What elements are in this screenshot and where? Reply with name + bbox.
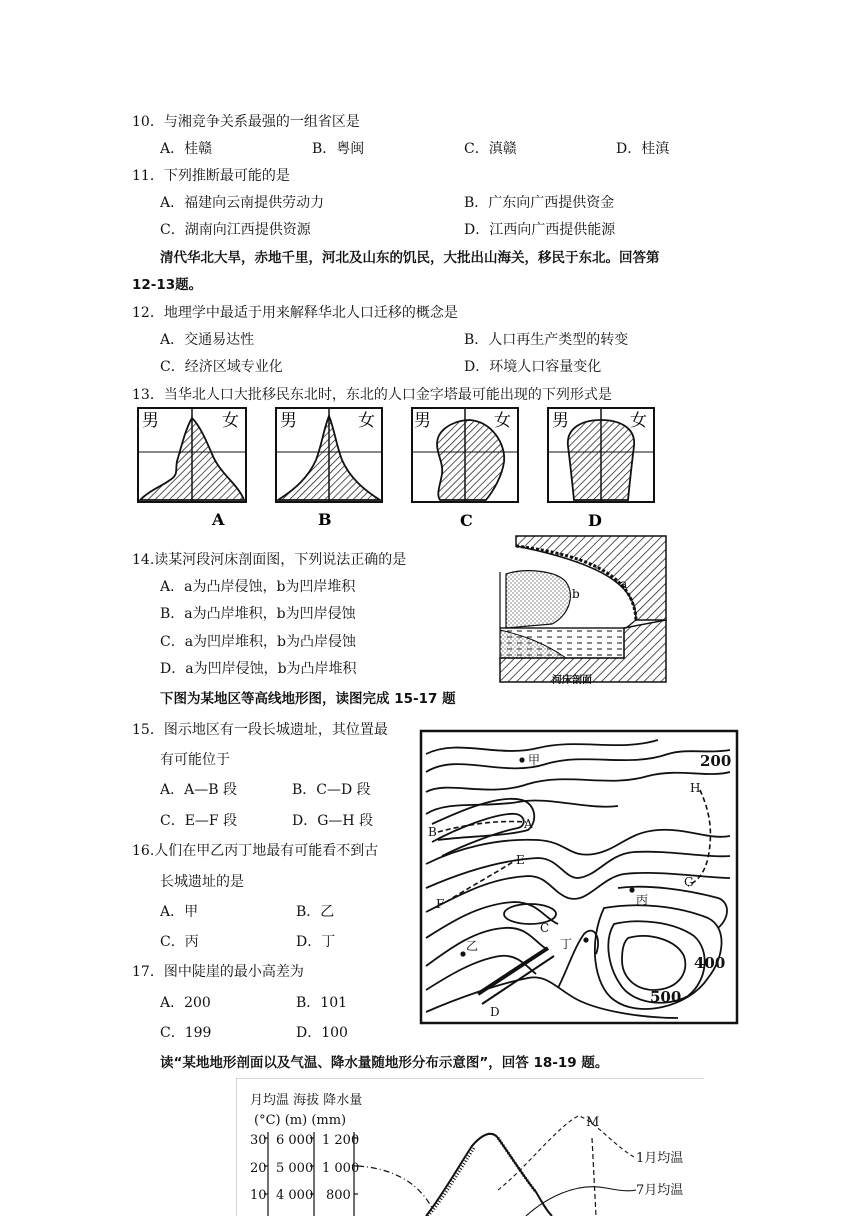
profile-temp-30: 30 (250, 1133, 267, 1148)
pyramid-d-female: 女 (630, 411, 647, 431)
contour-E: E (516, 853, 525, 867)
q15-option-b: B．C—D 段 (292, 782, 371, 798)
terrain-profile-figure (236, 1078, 704, 1216)
contour-bing: 丙 (636, 893, 649, 907)
population-pyramids-figure (130, 404, 670, 532)
contour-500: 500 (650, 988, 682, 1006)
q12-option-b: B．人口再生产类型的转变 (464, 332, 629, 348)
passage-1-line-2: 12-13题。 (132, 277, 203, 293)
contour-F: F (436, 897, 445, 911)
profile-alt-4000: 4 000 (276, 1188, 314, 1203)
profile-temp-10: 10 (250, 1188, 267, 1203)
q11-option-b: B．广东向广西提供资金 (464, 195, 615, 211)
q17-option-c: C．199 (160, 1025, 212, 1041)
q15-stem-line-2: 有可能位于 (160, 752, 230, 768)
q16-option-a: A．甲 (160, 904, 199, 920)
q17-stem: 17．图中陡崖的最小高差为 (132, 964, 304, 980)
pyramid-c-female: 女 (494, 411, 511, 431)
pyramid-a-male: 男 (142, 411, 159, 431)
pyramid-b (276, 408, 382, 529)
riverbed-caption: 河床剖面 (552, 675, 592, 686)
profile-head-2: (°C) (m) (mm) (254, 1113, 347, 1128)
q15-option-a: A．A—B 段 (160, 782, 237, 798)
q14-option-d: D．a为凹岸侵蚀，b为凸岸堆积 (160, 661, 357, 677)
q16-option-d: D．丁 (296, 934, 336, 950)
pyramid-a-female: 女 (222, 411, 239, 431)
q11-option-d: D．江西向广西提供能源 (464, 222, 616, 238)
riverbed-label-a: a (620, 577, 628, 591)
q16-stem-line-1: 16.人们在甲乙丙丁地最有可能看不到古 (132, 843, 379, 859)
pyramid-d-male: 男 (552, 411, 569, 431)
pyramid-d-label: D (588, 511, 602, 530)
contour-H: H (690, 781, 701, 795)
pyramid-d (548, 408, 654, 530)
q17-option-a: A．200 (160, 995, 211, 1011)
q11-stem: 11．下列推断最可能的是 (132, 168, 290, 184)
pyramid-c (412, 408, 518, 530)
contour-map-figure (418, 728, 740, 1026)
q12-option-a: A．交通易达性 (160, 332, 255, 348)
contour-jia: 甲 (528, 753, 541, 767)
q16-stem-line-2: 长城遗址的是 (160, 874, 244, 890)
q14-option-a: A．a为凸岸侵蚀，b为凹岸堆积 (160, 579, 356, 595)
pyramid-b-label: B (318, 510, 332, 529)
contour-C: C (540, 921, 550, 935)
q14-option-b: B．a为凸岸堆积，b为凹岸侵蚀 (160, 606, 356, 622)
passage-3: 读“某地地形剖面以及气温、降水量随地形分布示意图”，回答 18-19 题。 (160, 1055, 609, 1071)
contour-400: 400 (694, 954, 726, 972)
riverbed-section-figure (496, 532, 672, 690)
q12-option-c: C．经济区域专业化 (160, 359, 283, 375)
profile-temp-20: 20 (250, 1161, 267, 1176)
contour-200: 200 (700, 752, 732, 770)
q17-option-d: D．100 (296, 1025, 348, 1041)
pyramid-c-male: 男 (414, 411, 431, 431)
q11-option-c: C．湖南向江西提供资源 (160, 222, 311, 238)
q17-option-b: B．101 (296, 995, 348, 1011)
q10-stem: 10．与湘竞争关系最强的一组省区是 (132, 114, 360, 130)
profile-M: M (586, 1115, 600, 1130)
contour-A: A (524, 817, 533, 831)
q12-stem: 12．地理学中最适于用来解释华北人口迁移的概念是 (132, 305, 458, 321)
q15-option-d: D．G—H 段 (292, 813, 374, 829)
profile-rain-1000: 1 000 (322, 1161, 360, 1176)
q16-option-b: B．乙 (296, 904, 335, 920)
q10-option-a: A．桂赣 (160, 141, 213, 157)
passage-1-line-1: 清代华北大旱，赤地千里，河北及山东的饥民，大批出山海关，移民于东北。回答第 (160, 250, 660, 266)
q16-option-c: C．丙 (160, 934, 199, 950)
pyramid-a-label: A (212, 510, 225, 529)
q13-stem: 13．当华北人口大批移民东北时，东北的人口金字塔最可能出现的下列形式是 (132, 387, 612, 403)
profile-jul-label: 7月均温 (636, 1183, 684, 1198)
pyramid-b-female: 女 (358, 411, 375, 431)
passage-2: 下图为某地区等高线地形图，读图完成 15-17 题 (160, 691, 456, 707)
q12-option-d: D．环境人口容量变化 (464, 359, 602, 375)
contour-G: G (684, 875, 694, 889)
pyramid-b-male: 男 (280, 411, 297, 431)
profile-rain-800: 800 (326, 1188, 351, 1203)
q14-stem: 14.读某河段河床剖面图，下列说法正确的是 (132, 552, 407, 568)
q15-stem-line-1: 15．图示地区有一段长城遗址，其位置最 (132, 722, 388, 738)
q10-option-c: C．滇赣 (464, 141, 517, 157)
profile-head-1: 月均温 海拔 降水量 (250, 1093, 363, 1108)
contour-ding: 丁 (560, 937, 573, 951)
riverbed-label-b: b (572, 587, 580, 601)
pyramid-a (138, 408, 246, 529)
profile-alt-6000: 6 000 (276, 1133, 314, 1148)
contour-D: D (490, 1005, 500, 1019)
profile-alt-5000: 5 000 (276, 1161, 314, 1176)
q10-option-d: D．桂滇 (616, 141, 670, 157)
q15-option-c: C．E—F 段 (160, 813, 238, 829)
profile-rain-1200: 1 200 (322, 1133, 360, 1148)
q11-option-a: A．福建向云南提供劳动力 (160, 195, 325, 211)
contour-yi: 乙 (466, 939, 479, 953)
pyramid-c-label: C (460, 511, 473, 530)
q10-option-b: B．粤闽 (312, 141, 365, 157)
q14-option-c: C．a为凹岸堆积，b为凸岸侵蚀 (160, 634, 357, 650)
contour-B: B (428, 825, 437, 839)
profile-jan-label: 1月均温 (636, 1151, 684, 1166)
